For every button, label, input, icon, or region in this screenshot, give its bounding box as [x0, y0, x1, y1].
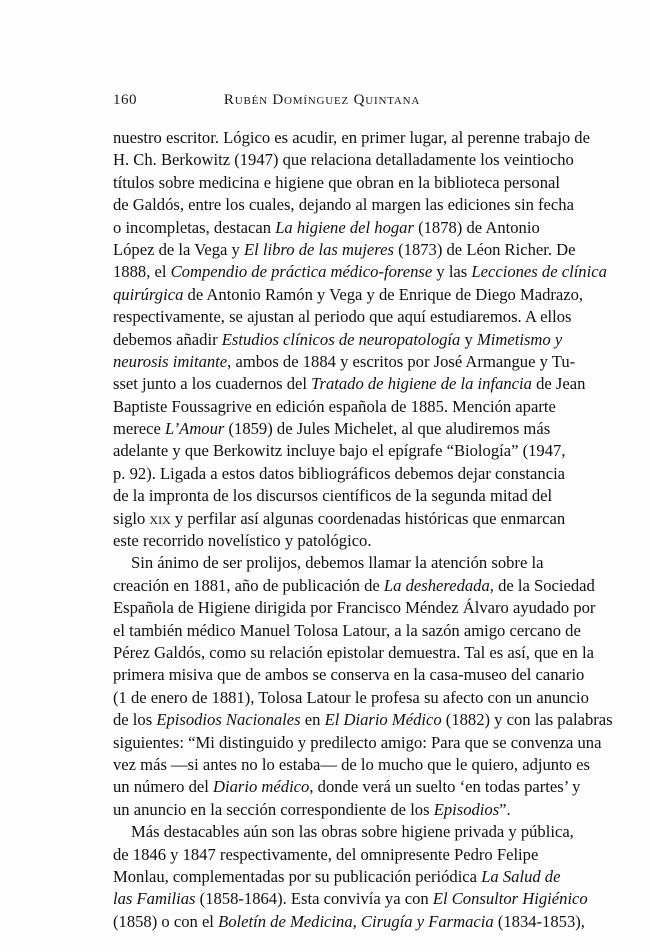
text-line [113, 284, 584, 306]
text-segment: este recorrido novelístico y patológico. [113, 531, 372, 551]
text-segment: (1878) de Antonio [413, 217, 540, 237]
italic-text: Episodios Nacionales [156, 710, 301, 730]
italic-text: Tratado de higiene de la infancia [311, 374, 532, 394]
text-segment: xix [149, 508, 171, 528]
running-header [113, 92, 531, 114]
text-segment: , de la Sociedad [489, 575, 595, 595]
text-line [113, 664, 585, 686]
text-segment: Sin ánimo de ser prolijos, debemos llamar la atención sobre la [131, 553, 544, 573]
text-segment: (1834-1853), [493, 911, 585, 931]
text-segment: (1873) de Léon Richer. De [393, 239, 576, 259]
text-line [113, 866, 561, 888]
text-segment: H. Ch. Berkowitz (1947) que relaciona detalladamente los veintiocho [113, 150, 574, 170]
text-segment: (1858-1864). Esta convivía ya con [195, 889, 433, 909]
text-line [113, 351, 576, 373]
text-line [113, 776, 581, 798]
italic-text: neurosis imitante [113, 351, 228, 371]
text-segment: Baptiste Foussagrive en edición española de 1885. Mención aparte [113, 396, 556, 416]
text-line [113, 485, 553, 507]
text-segment: y perfilar así algunas coordenadas históricas que enmarcan [170, 508, 566, 528]
text-line [113, 239, 576, 261]
text-line [113, 463, 566, 485]
text-segment: nuestro escritor. Lógico es acudir, en primer lugar, al perenne trabajo de [113, 128, 590, 147]
text-segment: de Galdós, entre los cuales, dejando al margen las ediciones sin fecha [113, 195, 574, 215]
text-segment: respectivamente, se ajustan al periodo que aquí estudiaremos. A ellos [113, 307, 572, 327]
text-segment: , ambos de 1884 y escritos por José Armangue y Tu- [227, 351, 576, 371]
text-segment: (1 de enero de 1881), Tolosa Latour le profesa su afecto con un anuncio [113, 687, 589, 707]
text-line [113, 306, 572, 328]
text-line [113, 597, 596, 619]
text-segment: Más destacables aún son las obras sobre higiene privada y pública, [131, 822, 574, 842]
text-line [113, 620, 581, 642]
text-segment: debemos añadir [113, 329, 222, 349]
text-segment: el también médico Manuel Tolosa Latour, a la sazón amigo cercano de [113, 620, 581, 640]
text-line [113, 149, 574, 171]
text-segment: un número del [113, 777, 214, 797]
text-line [113, 575, 595, 597]
italic-text: Lecciones de clínica [471, 262, 607, 282]
text-line [113, 754, 590, 776]
page-number: 160 [113, 92, 137, 108]
text-line [113, 329, 563, 351]
italic-text: Mimetismo y [476, 329, 563, 349]
text-segment: p. 92). Ligada a estos datos bibliográficos debemos dejar constancia [113, 463, 566, 483]
text-segment: vez más —si antes no lo estaba— de lo mucho que le quiero, adjunto es [113, 754, 590, 774]
italic-text: Estudios clínicos de neuropatología [221, 329, 461, 349]
text-segment: (1882) y con las palabras [441, 710, 613, 730]
italic-text: El Diario Médico [324, 710, 442, 730]
italic-text: La higiene del hogar [275, 217, 414, 237]
text-segment: siguientes: “Mi distinguido y predilecto amigo: Para que se convenza una [113, 732, 602, 752]
italic-text: Episodios [433, 799, 500, 819]
text-line [113, 687, 589, 709]
text-line [113, 530, 531, 552]
italic-text: El libro de las mujeres [244, 239, 394, 259]
text-segment: o incompletas, destacan [113, 217, 276, 237]
text-line [113, 440, 566, 462]
text-segment: y [460, 329, 477, 349]
text-segment: y las [432, 262, 472, 282]
text-segment: un anuncio en la sección correspondiente de los [113, 799, 434, 819]
text-segment: en [300, 710, 325, 730]
italic-text: La desheredada [383, 575, 490, 595]
text-line [113, 821, 574, 843]
text-line [113, 552, 544, 574]
paragraph [113, 552, 613, 821]
text-line [113, 799, 531, 821]
text-segment: Pérez Galdós, como su relación epistolar demuestra. Tal es así, que en la [113, 642, 594, 662]
italic-text: Diario médico [213, 777, 310, 797]
text-segment: Española de Higiene dirigida por Francisco Méndez Álvaro ayudado por [113, 598, 596, 618]
text-segment: de 1846 y 1847 respectivamente, del omnipresente Pedro Felipe [113, 844, 539, 864]
text-segment: (1858) o con el [113, 911, 219, 931]
text-segment: merece [113, 419, 166, 439]
text-line [113, 172, 560, 194]
text-line [113, 373, 586, 395]
paragraph [113, 127, 607, 552]
text-segment: sset junto a los cuadernos del [113, 374, 312, 394]
paragraph [113, 821, 588, 933]
text-line [113, 127, 590, 149]
text-segment: Monlau, complementadas por su publicación periódica [113, 866, 482, 886]
text-segment: títulos sobre medicina e higiene que obran en la biblioteca personal [113, 172, 560, 192]
text-segment: , donde verá un suelto ‘en todas partes’ y [309, 777, 581, 797]
italic-text: Boletín de Medicina, Cirugía y Farmacia [218, 911, 494, 931]
text-segment: adelante y que Berkowitz incluye bajo el epígrafe “Biología” (1947, [113, 441, 566, 461]
text-line [113, 217, 540, 239]
text-segment: de la impronta de los discursos científicos de la segunda mitad del [113, 486, 553, 506]
body-text [113, 127, 613, 933]
text-segment: 1888, el [113, 262, 171, 282]
text-segment: López de la Vega y [113, 239, 245, 259]
text-line [113, 418, 551, 440]
text-line [113, 911, 585, 933]
text-segment: (1859) de Jules Michelet, al que aludiremos más [224, 419, 551, 439]
text-segment: creación en 1881, año de publicación de [113, 575, 384, 595]
italic-text: L’Amour [165, 419, 225, 439]
text-segment: ”. [499, 799, 511, 819]
italic-text: Compendio de práctica médico-forense [170, 262, 433, 282]
text-line [113, 396, 556, 418]
italic-text: La Salud de [481, 866, 561, 886]
text-line [113, 732, 602, 754]
text-segment: de los [113, 710, 157, 730]
text-segment: de Jean [531, 374, 586, 394]
italic-text: El Consultor Higiénico [432, 889, 588, 909]
text-line [113, 888, 588, 910]
text-line [113, 194, 574, 216]
text-line [113, 261, 607, 283]
italic-text: quirúrgica [113, 284, 184, 304]
text-segment: de Antonio Ramón y Vega y de Enrique de Diego Madrazo, [183, 284, 584, 304]
text-line [113, 508, 566, 530]
text-line [113, 709, 613, 731]
text-segment: siglo [113, 508, 150, 528]
italic-text: las Familias [113, 889, 196, 909]
text-segment: primera misiva que de ambos se conserva en la casa-museo del canario [113, 665, 585, 685]
running-title: Rubén Domínguez Quintana [223, 92, 421, 108]
text-line [113, 844, 539, 866]
text-line [113, 642, 594, 664]
